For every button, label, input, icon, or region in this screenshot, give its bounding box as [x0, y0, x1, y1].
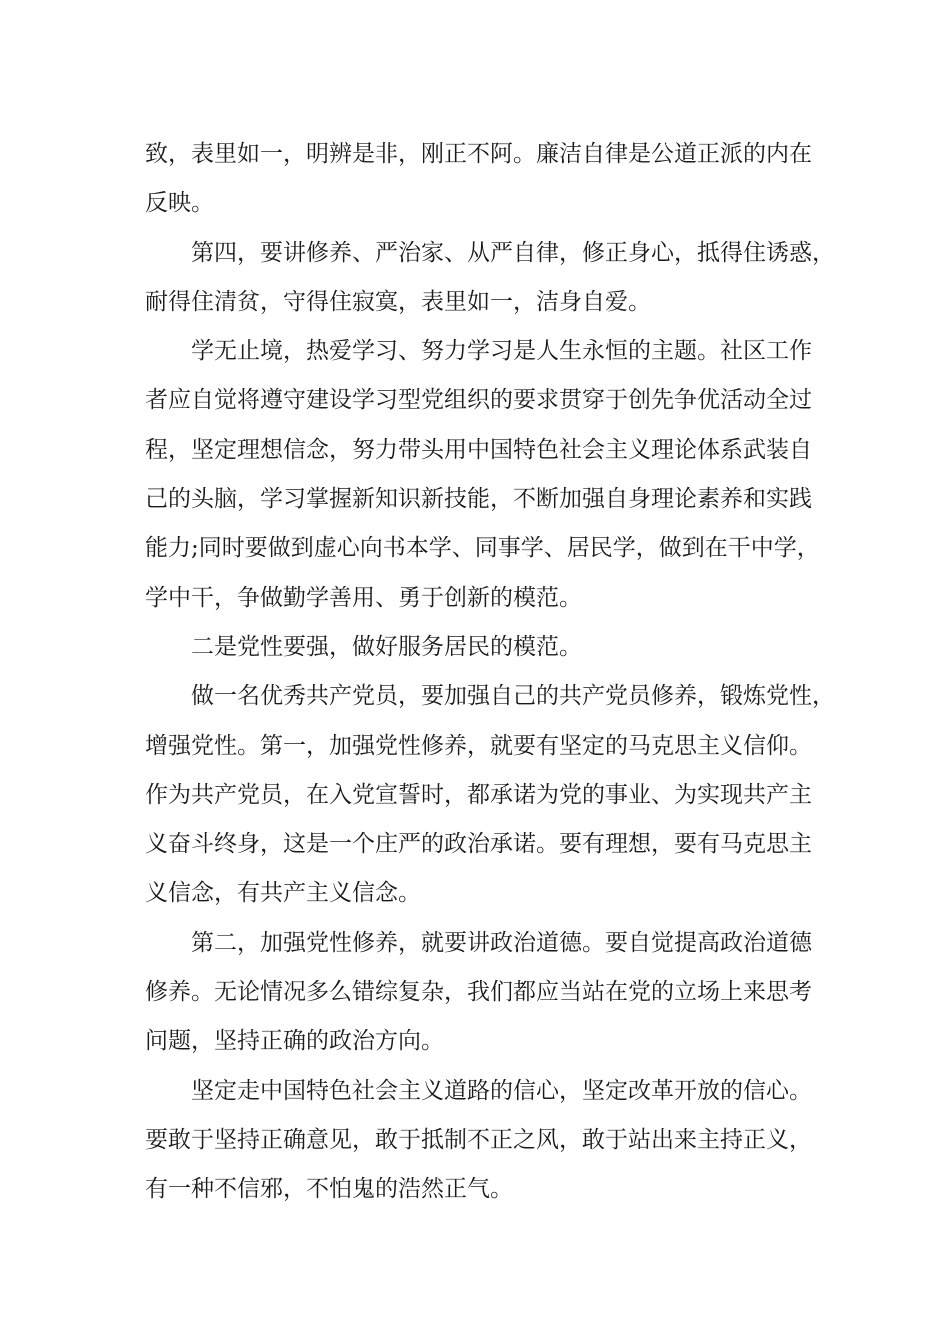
text-line: 二是党性要强，做好服务居民的模范。	[191, 633, 582, 660]
text-line: 致，表里如一，明辨是非，刚正不阿。廉洁自律是公道正派的内在	[145, 141, 812, 167]
text-line: 第四，要讲修养、严治家、从严自律，修正身心，抵得住诱惑，	[191, 239, 835, 266]
text-line: 耐得住清贫，守得住寂寞，表里如一，洁身自爱。	[145, 288, 651, 315]
text-line: 义信念，有共产主义信念。	[145, 880, 421, 907]
text-line: 学中干，争做勤学善用、勇于创新的模范。	[145, 584, 582, 611]
text-line: 己的头脑，学习掌握新知识新技能，不断加强自身理论素养和实践	[145, 486, 812, 513]
text-line: 能力;同时要做到虚心向书本学、同事学、居民学，做到在干中学，	[145, 535, 820, 562]
text-line: 修养。无论情况多么错综复杂，我们都应当站在党的立场上来思考	[145, 979, 812, 1006]
text-line: 者应自觉将遵守建设学习型党组织的要求贯穿于创先争优活动全过	[145, 387, 812, 414]
text-line: 程，坚定理想信念，努力带头用中国特色社会主义理论体系武装自	[145, 436, 812, 463]
text-line: 要敢于坚持正确意见，敢于抵制不正之风，敢于站出来主持正义，	[145, 1126, 812, 1153]
text-line: 反映。	[145, 190, 214, 217]
body-text	[145, 130, 835, 1215]
text-line: 作为共产党员，在入党宣誓时，都承诺为党的事业、为实现共产主	[145, 781, 812, 808]
text-line: 第二，加强党性修养，就要讲政治道德。要自觉提高政治道德	[191, 929, 812, 956]
text-line: 义奋斗终身，这是一个庄严的政治承诺。要有理想，要有马克思主	[145, 831, 812, 858]
text-line: 增强党性。第一，加强党性修养，就要有坚定的马克思主义信仰。	[145, 732, 812, 759]
text-line: 做一名优秀共产党员，要加强自己的共产党员修养，锻炼党性，	[191, 683, 835, 710]
text-line: 学无止境，热爱学习、努力学习是人生永恒的主题。社区工作	[191, 338, 812, 365]
text-line: 坚定走中国特色社会主义道路的信心，坚定改革开放的信心。	[191, 1077, 812, 1104]
text-line: 问题，坚持正确的政治方向。	[145, 1028, 444, 1055]
text-line: 有一种不信邪，不怕鬼的浩然正气。	[145, 1176, 513, 1203]
